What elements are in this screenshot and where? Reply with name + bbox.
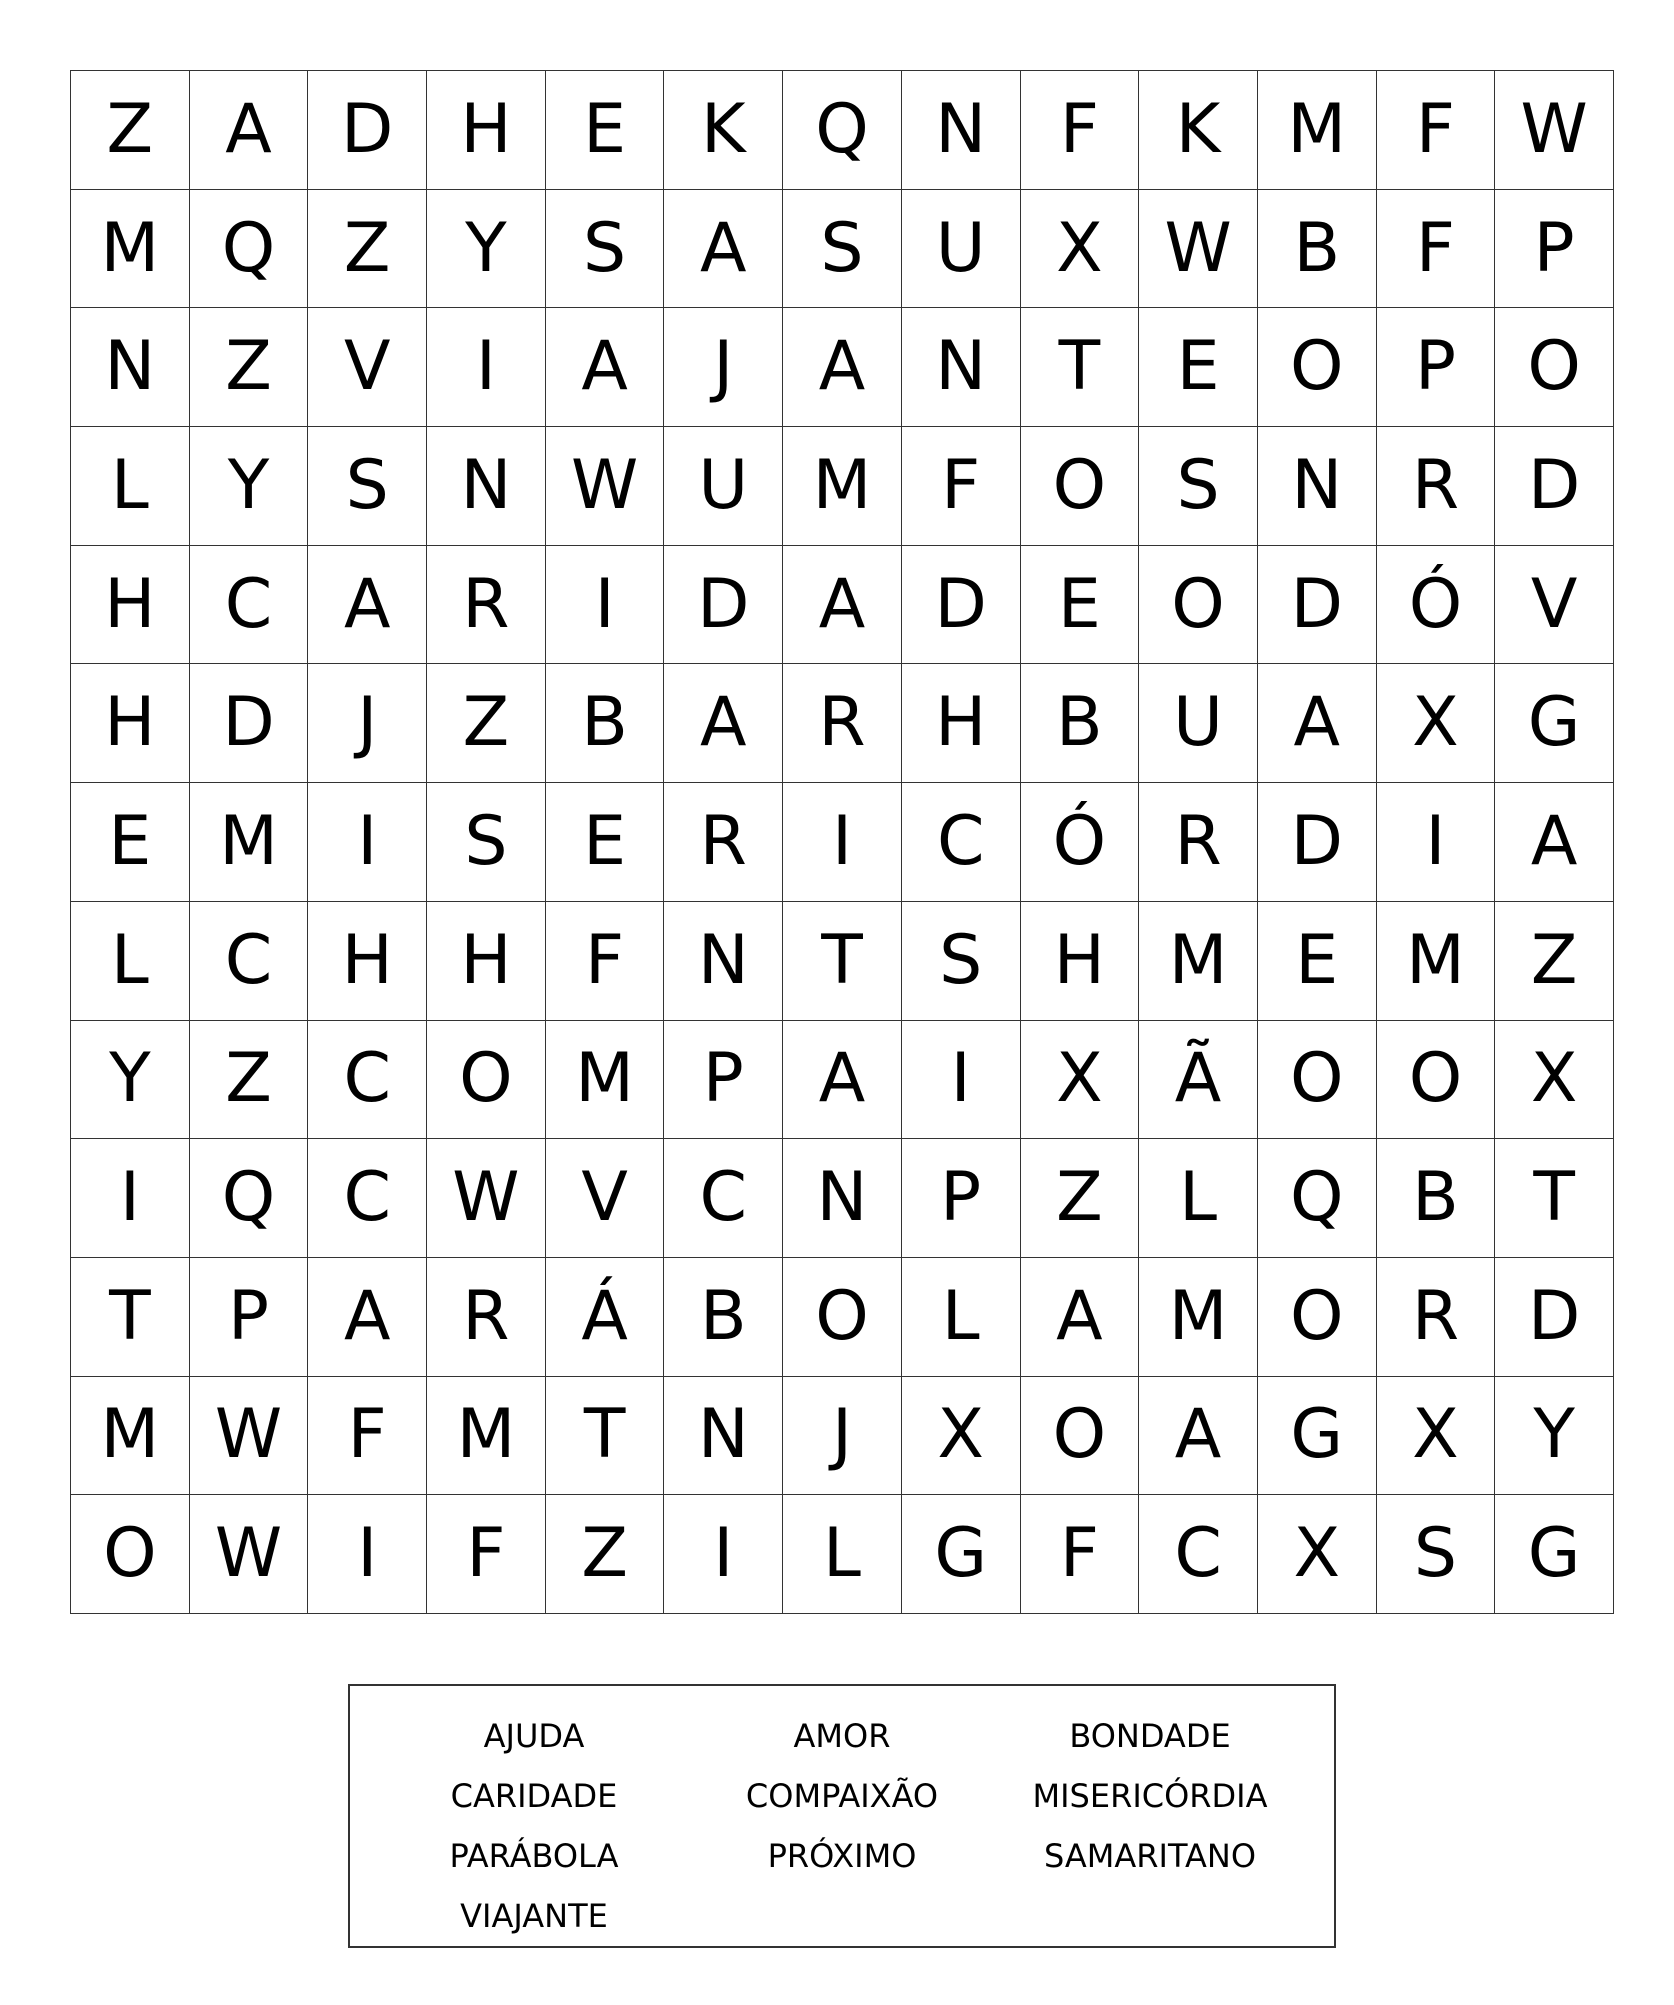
grid-cell[interactable]: E: [71, 783, 190, 902]
grid-cell[interactable]: S: [308, 427, 427, 546]
grid-cell[interactable]: H: [71, 664, 190, 783]
grid-cell[interactable]: K: [664, 71, 783, 190]
grid-cell[interactable]: O: [1495, 308, 1614, 427]
grid-cell[interactable]: A: [783, 1021, 902, 1140]
grid-cell[interactable]: T: [71, 1258, 190, 1377]
grid-cell[interactable]: A: [783, 546, 902, 665]
grid-cell[interactable]: Q: [190, 190, 309, 309]
grid-cell[interactable]: X: [1377, 1377, 1496, 1496]
grid-cell[interactable]: Z: [308, 190, 427, 309]
grid-cell[interactable]: A: [308, 546, 427, 665]
grid-cell[interactable]: C: [190, 902, 309, 1021]
grid-cell[interactable]: G: [1495, 664, 1614, 783]
grid-cell[interactable]: S: [546, 190, 665, 309]
grid-cell[interactable]: O: [427, 1021, 546, 1140]
grid-cell[interactable]: V: [308, 308, 427, 427]
grid-cell[interactable]: M: [71, 1377, 190, 1496]
grid-cell[interactable]: N: [664, 902, 783, 1021]
grid-cell[interactable]: Z: [546, 1495, 665, 1614]
grid-cell[interactable]: W: [546, 427, 665, 546]
word-item: VIAJANTE: [460, 1897, 608, 1935]
grid-cell[interactable]: Y: [427, 190, 546, 309]
grid-cell[interactable]: O: [71, 1495, 190, 1614]
grid-cell[interactable]: A: [1258, 664, 1377, 783]
grid-cell[interactable]: B: [1377, 1139, 1496, 1258]
grid-cell[interactable]: C: [664, 1139, 783, 1258]
grid-cell[interactable]: S: [783, 190, 902, 309]
grid-cell[interactable]: A: [664, 190, 783, 309]
grid-cell[interactable]: L: [902, 1258, 1021, 1377]
grid-cell[interactable]: I: [1377, 783, 1496, 902]
grid-cell[interactable]: C: [1139, 1495, 1258, 1614]
grid-cell[interactable]: H: [308, 902, 427, 1021]
grid-cell[interactable]: R: [1377, 427, 1496, 546]
grid-cell[interactable]: A: [1021, 1258, 1140, 1377]
grid-cell[interactable]: E: [1258, 902, 1377, 1021]
grid-cell[interactable]: C: [190, 546, 309, 665]
grid-cell[interactable]: S: [902, 902, 1021, 1021]
grid-cell[interactable]: X: [1258, 1495, 1377, 1614]
grid-cell[interactable]: P: [1495, 190, 1614, 309]
grid-cell[interactable]: M: [1139, 1258, 1258, 1377]
grid-cell[interactable]: O: [1021, 1377, 1140, 1496]
letter-grid: [70, 70, 1614, 1614]
grid-cell[interactable]: J: [308, 664, 427, 783]
grid-cell[interactable]: Y: [190, 427, 309, 546]
grid-cell[interactable]: D: [308, 71, 427, 190]
grid-cell[interactable]: Q: [190, 1139, 309, 1258]
grid-cell[interactable]: T: [1021, 308, 1140, 427]
grid-cell[interactable]: X: [1021, 190, 1140, 309]
grid-cell[interactable]: T: [783, 902, 902, 1021]
grid-cell[interactable]: E: [1021, 546, 1140, 665]
grid-cell[interactable]: H: [71, 546, 190, 665]
grid-cell[interactable]: O: [783, 1258, 902, 1377]
grid-cell[interactable]: H: [1021, 902, 1140, 1021]
grid-cell[interactable]: A: [1495, 783, 1614, 902]
grid-cell[interactable]: W: [190, 1377, 309, 1496]
grid-cell[interactable]: B: [1258, 190, 1377, 309]
grid-cell[interactable]: D: [902, 546, 1021, 665]
grid-cell[interactable]: M: [546, 1021, 665, 1140]
grid-cell[interactable]: A: [664, 664, 783, 783]
grid-cell[interactable]: S: [1139, 427, 1258, 546]
grid-cell[interactable]: N: [902, 308, 1021, 427]
grid-cell[interactable]: L: [71, 902, 190, 1021]
grid-cell[interactable]: P: [190, 1258, 309, 1377]
grid-cell[interactable]: N: [783, 1139, 902, 1258]
grid-cell[interactable]: G: [1258, 1377, 1377, 1496]
grid-cell[interactable]: F: [1021, 71, 1140, 190]
grid-cell[interactable]: I: [664, 1495, 783, 1614]
word-item: COMPAIXÃO: [745, 1777, 939, 1815]
grid-cell[interactable]: G: [902, 1495, 1021, 1614]
grid-cell[interactable]: W: [1495, 71, 1614, 190]
grid-cell[interactable]: I: [902, 1021, 1021, 1140]
grid-cell[interactable]: Ó: [1377, 546, 1496, 665]
grid-cell[interactable]: C: [308, 1021, 427, 1140]
grid-cell[interactable]: F: [1021, 1495, 1140, 1614]
word-item: PRÓXIMO: [767, 1837, 917, 1875]
grid-cell[interactable]: N: [71, 308, 190, 427]
grid-cell[interactable]: Á: [546, 1258, 665, 1377]
grid-cell[interactable]: L: [71, 427, 190, 546]
grid-cell[interactable]: R: [664, 783, 783, 902]
grid-cell[interactable]: R: [427, 546, 546, 665]
grid-cell[interactable]: I: [427, 308, 546, 427]
grid-cell[interactable]: F: [308, 1377, 427, 1496]
grid-cell[interactable]: X: [1021, 1021, 1140, 1140]
grid-cell[interactable]: K: [1139, 71, 1258, 190]
grid-cell[interactable]: P: [1377, 308, 1496, 427]
grid-cell[interactable]: I: [71, 1139, 190, 1258]
grid-cell[interactable]: Ã: [1139, 1021, 1258, 1140]
grid-cell[interactable]: D: [1495, 1258, 1614, 1377]
grid-cell[interactable]: U: [1139, 664, 1258, 783]
grid-cell[interactable]: M: [427, 1377, 546, 1496]
grid-cell[interactable]: A: [1139, 1377, 1258, 1496]
grid-cell[interactable]: M: [71, 190, 190, 309]
grid-cell[interactable]: H: [427, 902, 546, 1021]
grid-cell[interactable]: L: [783, 1495, 902, 1614]
grid-cell[interactable]: Z: [427, 664, 546, 783]
grid-cell[interactable]: Z: [190, 308, 309, 427]
grid-cell[interactable]: F: [902, 427, 1021, 546]
grid-cell[interactable]: M: [1377, 902, 1496, 1021]
grid-cell[interactable]: F: [427, 1495, 546, 1614]
grid-cell[interactable]: N: [427, 427, 546, 546]
grid-cell[interactable]: O: [1258, 1021, 1377, 1140]
grid-cell[interactable]: E: [1139, 308, 1258, 427]
word-item: PARÁBOLA: [449, 1837, 619, 1875]
grid-cell[interactable]: H: [902, 664, 1021, 783]
grid-cell[interactable]: S: [427, 783, 546, 902]
grid-cell[interactable]: A: [783, 308, 902, 427]
grid-cell[interactable]: J: [664, 308, 783, 427]
grid-cell[interactable]: D: [1258, 546, 1377, 665]
grid-cell[interactable]: I: [308, 783, 427, 902]
grid-cell[interactable]: G: [1495, 1495, 1614, 1614]
grid-cell[interactable]: E: [546, 71, 665, 190]
grid-cell[interactable]: T: [546, 1377, 665, 1496]
grid-cell[interactable]: J: [783, 1377, 902, 1496]
grid-cell[interactable]: H: [427, 71, 546, 190]
grid-cell[interactable]: O: [1377, 1021, 1496, 1140]
grid-cell[interactable]: Q: [783, 71, 902, 190]
grid-cell[interactable]: W: [190, 1495, 309, 1614]
grid-cell[interactable]: X: [902, 1377, 1021, 1496]
grid-cell[interactable]: D: [1495, 427, 1614, 546]
grid-cell[interactable]: X: [1377, 664, 1496, 783]
grid-cell[interactable]: W: [1139, 190, 1258, 309]
grid-cell[interactable]: R: [427, 1258, 546, 1377]
grid-cell[interactable]: F: [1377, 190, 1496, 309]
grid-cell[interactable]: M: [1139, 902, 1258, 1021]
grid-cell[interactable]: U: [664, 427, 783, 546]
grid-cell[interactable]: B: [664, 1258, 783, 1377]
grid-cell[interactable]: P: [902, 1139, 1021, 1258]
grid-cell[interactable]: O: [1139, 546, 1258, 665]
grid-cell[interactable]: Z: [1021, 1139, 1140, 1258]
grid-cell[interactable]: Z: [190, 1021, 309, 1140]
grid-cell[interactable]: P: [664, 1021, 783, 1140]
grid-cell[interactable]: Y: [71, 1021, 190, 1140]
grid-cell[interactable]: V: [1495, 546, 1614, 665]
grid-cell[interactable]: N: [664, 1377, 783, 1496]
grid-cell[interactable]: Y: [1495, 1377, 1614, 1496]
grid-cell[interactable]: A: [308, 1258, 427, 1377]
grid-cell[interactable]: Z: [1495, 902, 1614, 1021]
grid-cell[interactable]: M: [1258, 71, 1377, 190]
grid-cell[interactable]: C: [308, 1139, 427, 1258]
grid-cell[interactable]: A: [546, 308, 665, 427]
grid-cell[interactable]: R: [783, 664, 902, 783]
grid-cell[interactable]: F: [546, 902, 665, 1021]
grid-cell[interactable]: M: [190, 783, 309, 902]
grid-cell[interactable]: I: [308, 1495, 427, 1614]
word-item: AMOR: [793, 1717, 891, 1755]
word-list: [380, 1706, 1304, 1946]
grid-cell[interactable]: O: [1258, 1258, 1377, 1377]
grid-cell[interactable]: O: [1258, 308, 1377, 427]
grid-cell[interactable]: N: [902, 71, 1021, 190]
word-list-box: [348, 1684, 1336, 1948]
word-item: CARIDADE: [450, 1777, 618, 1815]
grid-cell[interactable]: Ó: [1021, 783, 1140, 902]
grid-cell[interactable]: Q: [1258, 1139, 1377, 1258]
grid-cell[interactable]: M: [783, 427, 902, 546]
grid-cell[interactable]: I: [546, 546, 665, 665]
grid-cell[interactable]: F: [1377, 71, 1496, 190]
grid-cell[interactable]: D: [1258, 783, 1377, 902]
word-item: MISERICÓRDIA: [1032, 1777, 1268, 1815]
grid-cell[interactable]: E: [546, 783, 665, 902]
grid-cell[interactable]: C: [902, 783, 1021, 902]
word-item: BONDADE: [1069, 1717, 1231, 1755]
grid-cell[interactable]: B: [546, 664, 665, 783]
grid-cell[interactable]: O: [1021, 427, 1140, 546]
word-item: SAMARITANO: [1043, 1837, 1257, 1875]
grid-cell[interactable]: X: [1495, 1021, 1614, 1140]
grid-cell[interactable]: R: [1377, 1258, 1496, 1377]
grid-cell[interactable]: T: [1495, 1139, 1614, 1258]
grid-cell[interactable]: U: [902, 190, 1021, 309]
grid-cell[interactable]: B: [1021, 664, 1140, 783]
grid-cell[interactable]: W: [427, 1139, 546, 1258]
grid-cell[interactable]: I: [783, 783, 902, 902]
grid-cell[interactable]: L: [1139, 1139, 1258, 1258]
grid-cell[interactable]: D: [664, 546, 783, 665]
grid-cell[interactable]: R: [1139, 783, 1258, 902]
grid-cell[interactable]: N: [1258, 427, 1377, 546]
grid-cell[interactable]: A: [190, 71, 309, 190]
word-item: AJUDA: [483, 1717, 585, 1755]
grid-cell[interactable]: Z: [71, 71, 190, 190]
grid-cell[interactable]: D: [190, 664, 309, 783]
grid-cell[interactable]: V: [546, 1139, 665, 1258]
grid-cell[interactable]: S: [1377, 1495, 1496, 1614]
